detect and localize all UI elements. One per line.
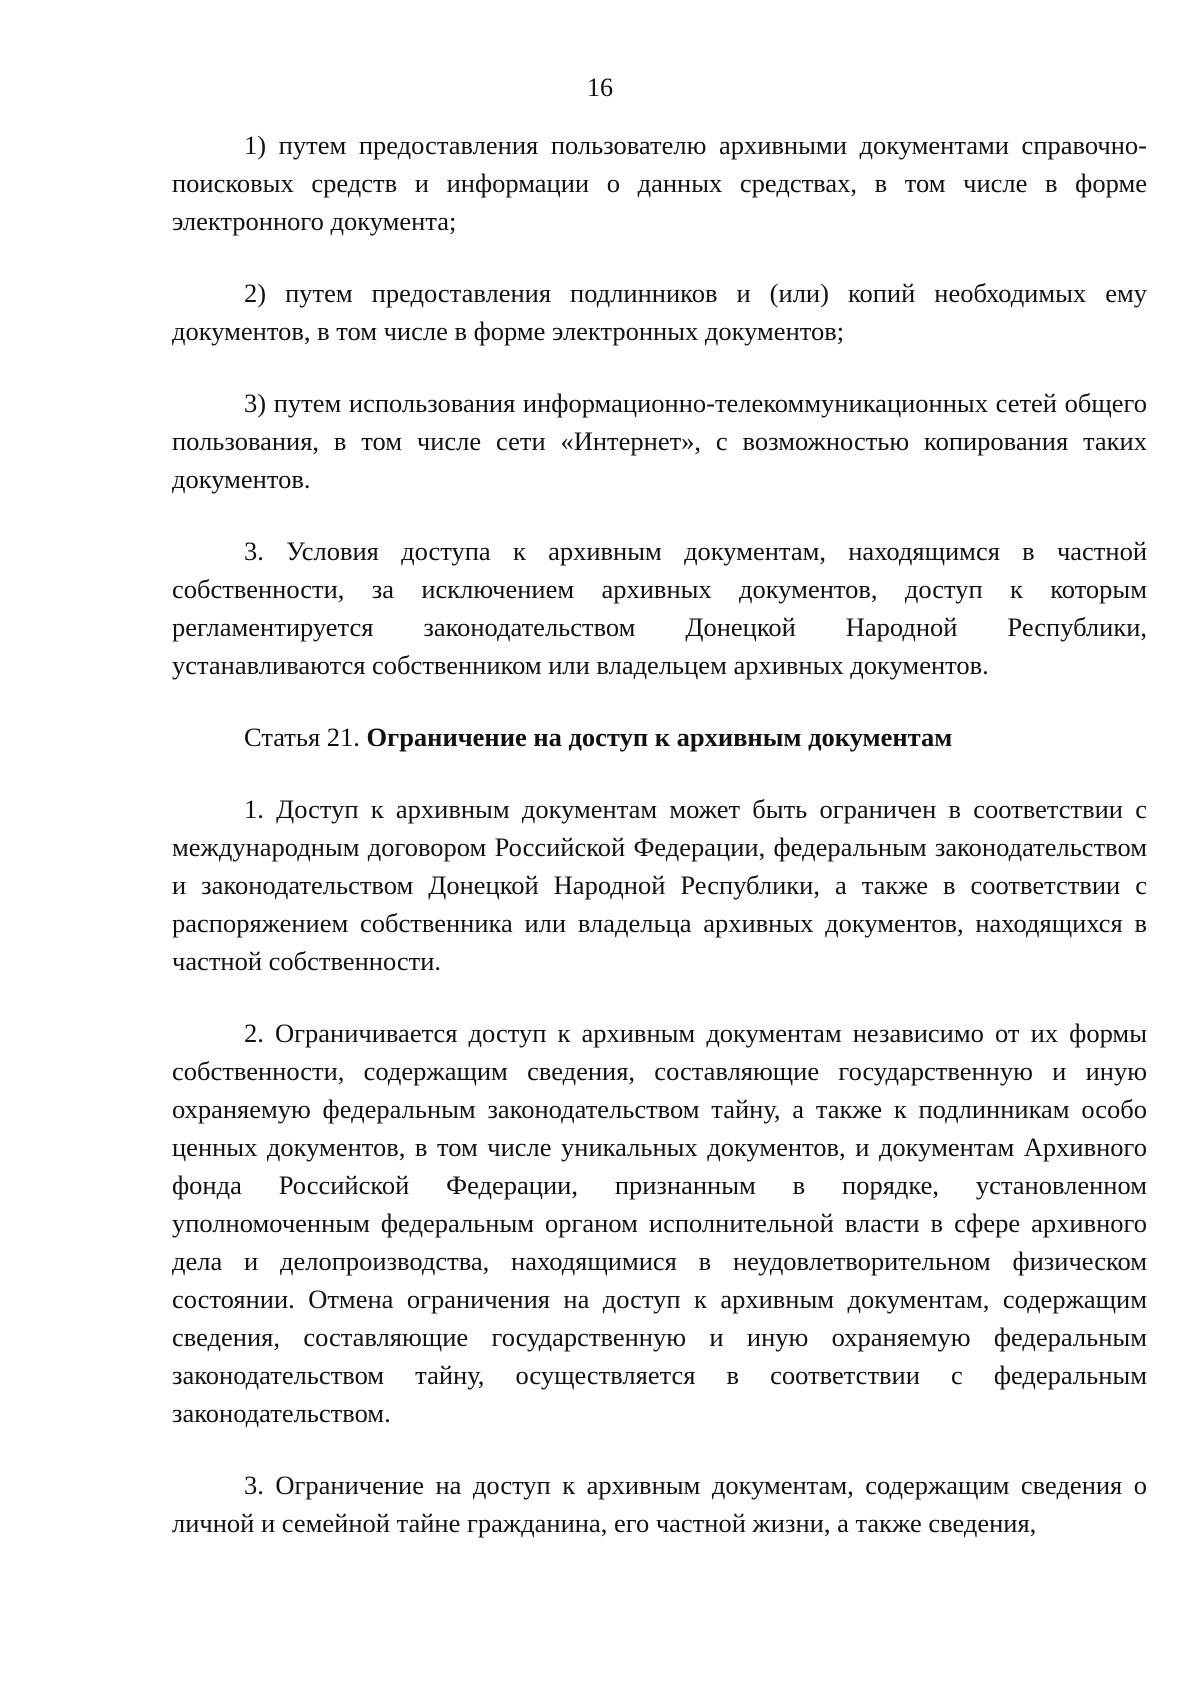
article-heading (172, 718, 1147, 756)
paragraph-article-clause-2: 2. Ограничивается доступ к архивным документам независимо от их формы собственности, содержащим сведения, составляющие государственную и иную охраняемую федеральным законодательством тайну, а также к подлинникам особо ценных документов, в том числе уникальных документов, и документам Архивного фонда Российской Федерации, признанным в порядке, установленном уполномоченным федеральным органом исполнительной власти в сфере архивного дела и делопроизводства, находящимися в неудовлетворительном физическом состоянии. Отмена ограничения на доступ к архивным документам, содержащим сведения, составляющие государственную и иную охраняемую федеральным законодательством тайну, осуществляется в соответствии с федеральным законодательством. (172, 1018, 1147, 1428)
paragraph-item-1: 1) путем предоставления пользователю архивными документами справочно-поисковых средств и информации о данных средствах, в том числе в форме электронного документа; (172, 130, 1147, 236)
paragraph-article-clause-1: 1. Доступ к архивным документам может быть ограничен в соответствии с международным договором Российской Федерации, федеральным законодательством и законодательством Донецкой Народной Республики, а также в соответствии с распоряжением собственника или владельца архивных документов, находящихся в частной собственности. (172, 794, 1147, 976)
article-prefix: Статья 21. (244, 722, 360, 752)
paragraph-item-3: 3) путем использования информационно-телекоммуникационных сетей общего пользования, в том числе сети «Интернет», с возможностью копирования таких документов. (172, 388, 1147, 494)
paragraph-clause-3: 3. Условия доступа к архивным документам, находящимся в частной собственности, за исключением архивных документов, доступ к которым регламентируется законодательством Донецкой Народной Республики, устанавливаются собственником или владельцем архивных документов. (172, 536, 1147, 680)
page-number: 16 (587, 73, 613, 102)
document-body (172, 126, 1147, 1576)
paragraph-item-2: 2) путем предоставления подлинников и (или) копий необходимых ему документов, в том числе в форме электронных документов; (172, 278, 1147, 346)
article-title: Ограничение на доступ к архивным документам (366, 722, 953, 752)
paragraph-article-clause-3: 3. Ограничение на доступ к архивным документам, содержащим сведения о личной и семейной тайне гражданина, его частной жизни, а также сведения, (172, 1470, 1147, 1538)
